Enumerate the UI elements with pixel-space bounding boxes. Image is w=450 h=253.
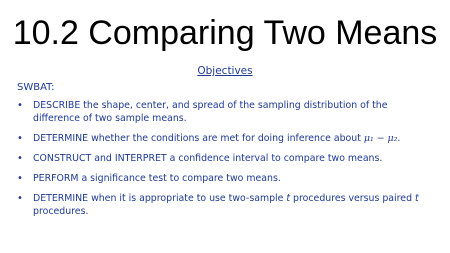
objectives-list (17, 99, 437, 225)
swbat-label: SWBAT: (17, 82, 55, 93)
bullet-dot-icon: • (17, 100, 23, 111)
objective-item-determine-procedures (17, 192, 437, 218)
objectives-heading: Objectives (197, 65, 253, 77)
objective-text-suffix: . (397, 133, 401, 144)
t-italic: t (286, 193, 291, 204)
objective-text-suffix: procedures. (33, 206, 89, 217)
bullet-dot-icon: • (17, 193, 23, 204)
objective-item-determine-conditions (17, 132, 437, 145)
t-italic: t (415, 193, 419, 204)
objective-item-describe (17, 99, 437, 125)
slide-title: 10.2 Comparing Two Means (12, 14, 438, 52)
objective-text: CONSTRUCT and INTERPRET a confidence interval to compare two means. (33, 153, 383, 164)
bullet-dot-icon: • (17, 153, 23, 164)
mu-difference-expression: μ₁ − μ₂ (363, 133, 398, 144)
objective-item-perform (17, 172, 437, 185)
bullet-dot-icon: • (17, 133, 23, 144)
objective-text: DESCRIBE the shape, center, and spread of the sampling distribution of the difference of two sample means. (33, 100, 388, 124)
objective-text-prefix: DETERMINE when it is appropriate to use two-sample (33, 193, 287, 204)
bullet-dot-icon: • (17, 173, 23, 184)
objective-text-prefix: DETERMINE whether the conditions are met for doing inference about (33, 133, 364, 144)
objective-item-construct (17, 152, 437, 165)
objective-text: PERFORM a significance test to compare two means. (33, 173, 281, 184)
objective-text-mid: procedures versus paired (290, 193, 415, 204)
